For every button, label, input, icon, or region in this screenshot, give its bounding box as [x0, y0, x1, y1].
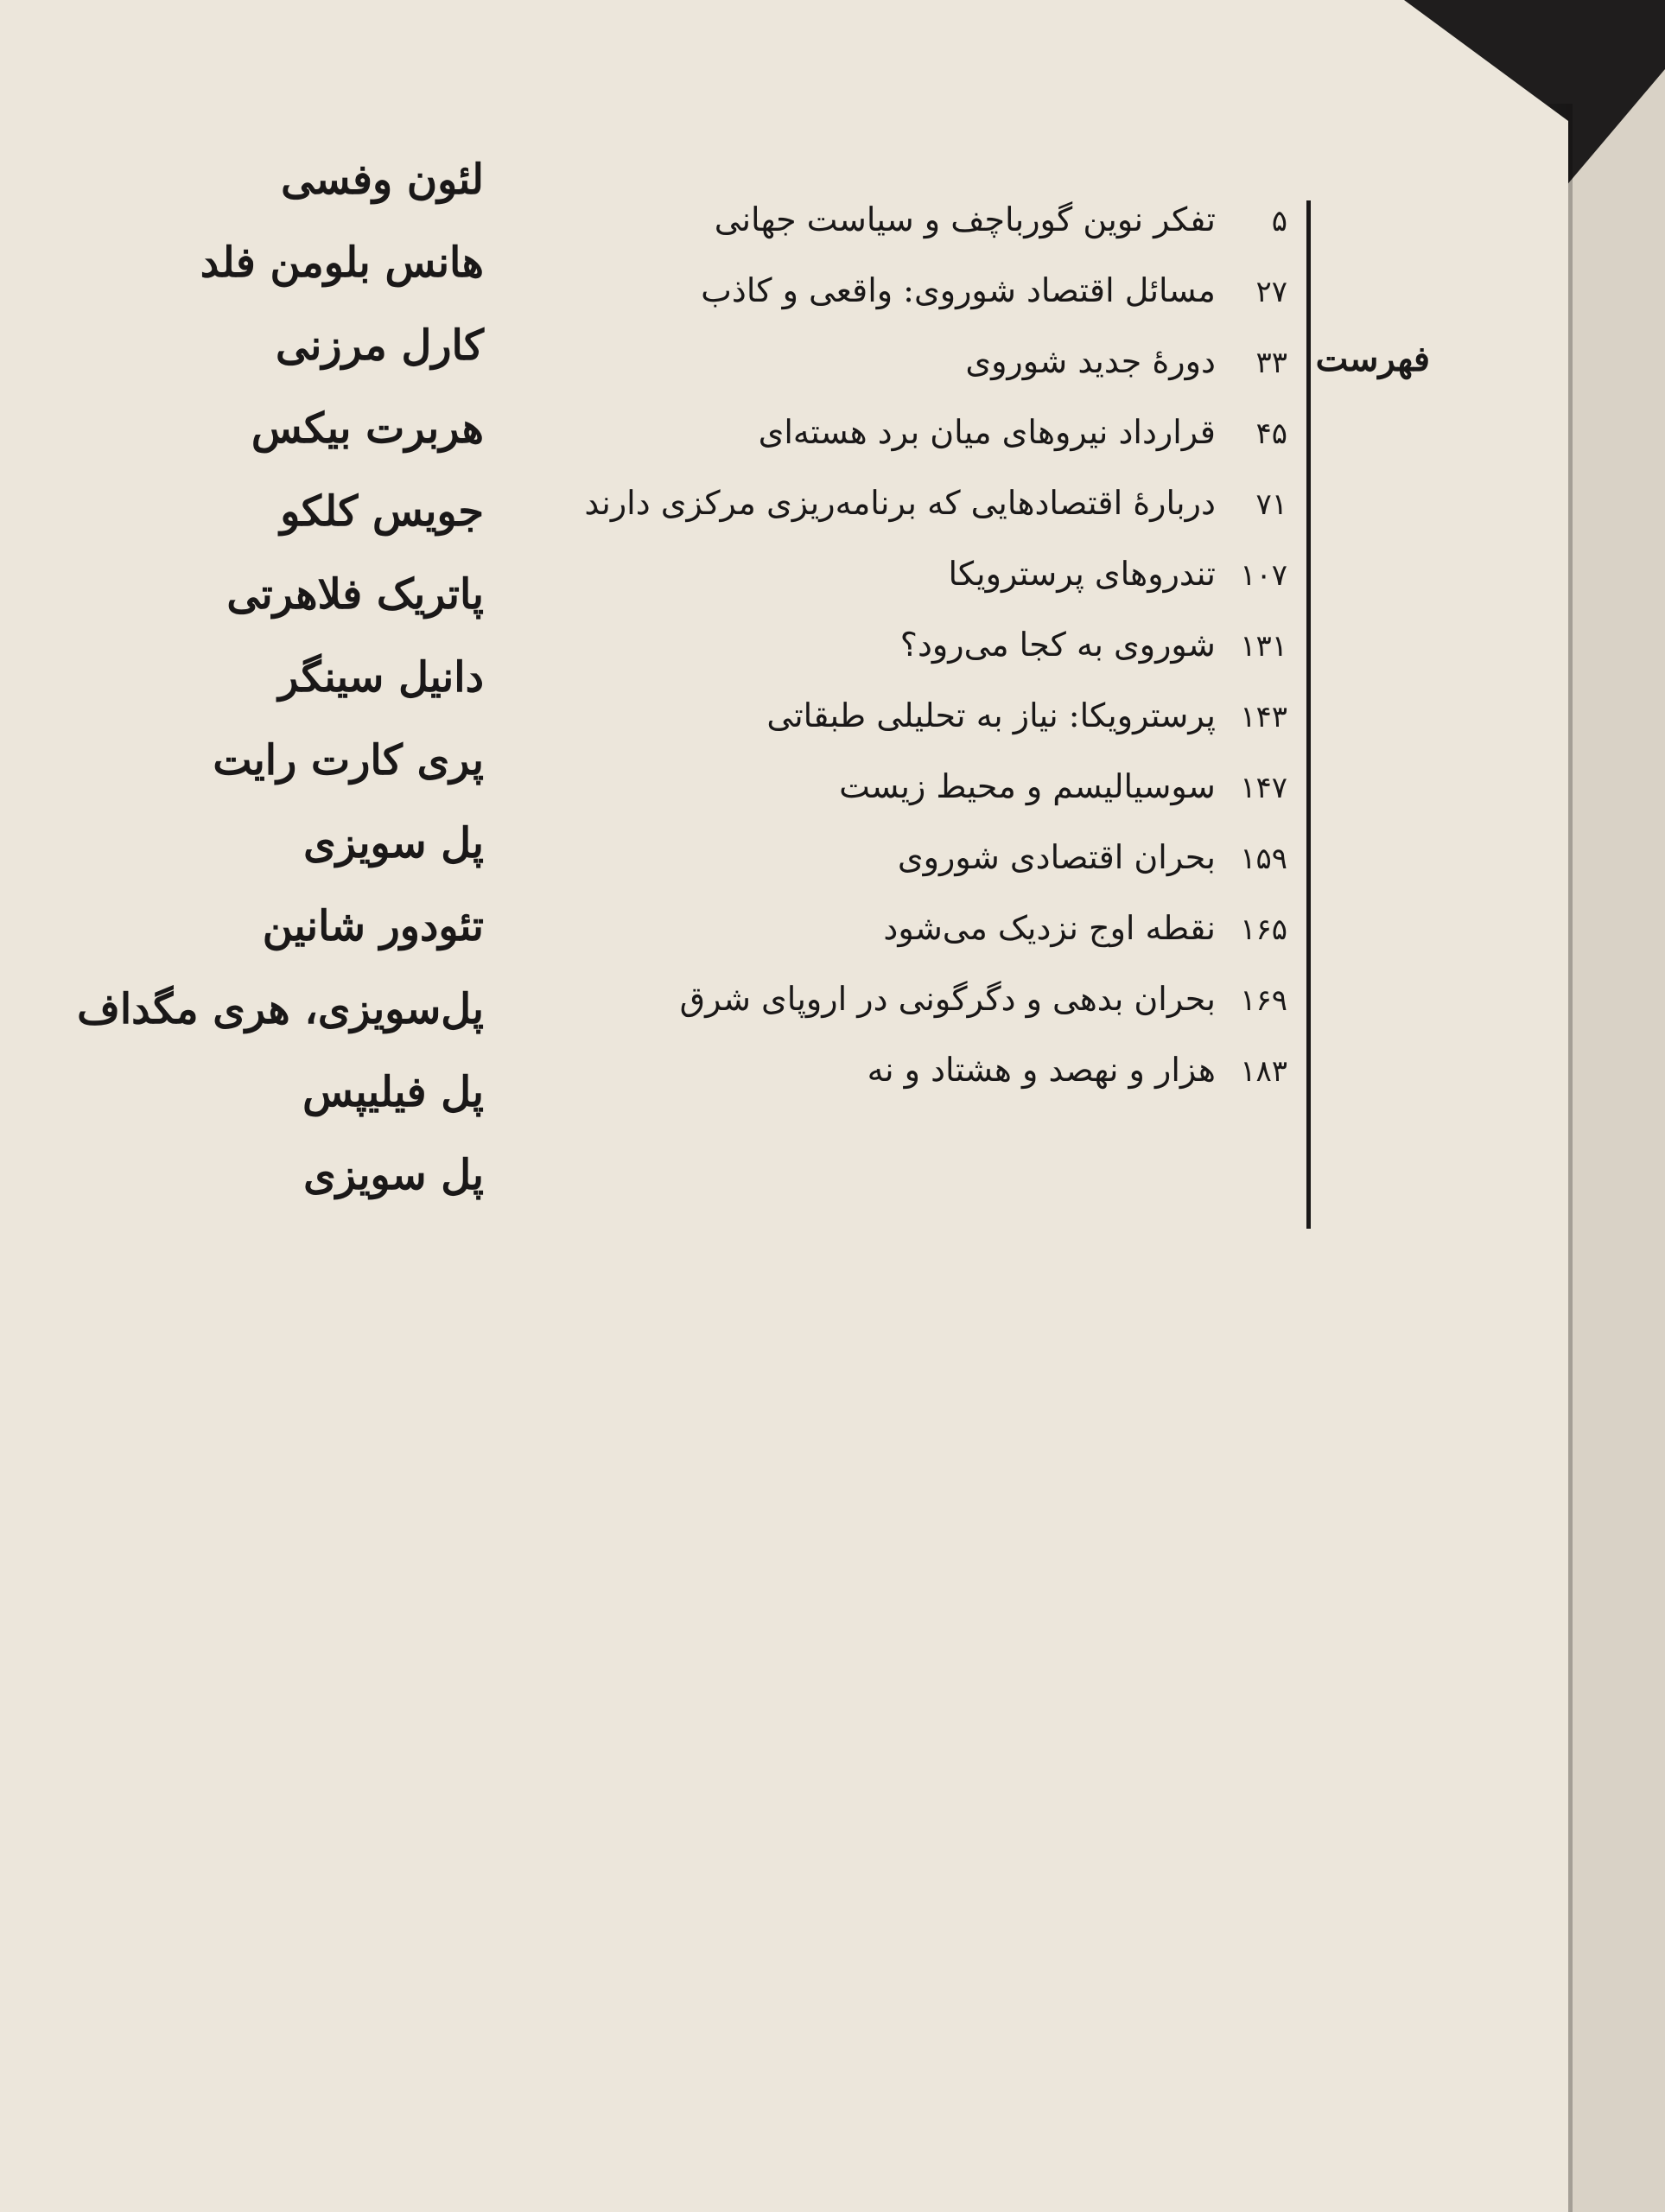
page-number: ۱۸۳ [1240, 1054, 1287, 1089]
entry-title: تفکر نوین گورباچف و سیاست جهانی [714, 200, 1216, 238]
author-name: پل سویزی [303, 1151, 484, 1199]
entry-title: قرارداد نیروهای میان برد هسته‌ای [758, 413, 1216, 451]
author-name: پری کارت رایت [213, 736, 484, 785]
page-number: ۴۵ [1255, 416, 1287, 451]
entry-title: هزار و نهصد و هشتاد و نه [867, 1051, 1216, 1089]
author-name: پل‌سویزی، هری مگداف [77, 985, 484, 1033]
toc-entry [544, 626, 1287, 696]
vertical-rule [1306, 200, 1311, 1229]
page-number: ۱۵۹ [1240, 842, 1287, 876]
toc-entry [544, 909, 1287, 980]
page-number: ۱۶۹ [1240, 983, 1287, 1018]
toc-entry [544, 838, 1287, 909]
author-name: پاتریک فلاهرتی [226, 570, 484, 619]
toc-entry [544, 980, 1287, 1051]
entry-title: دورهٔ جدید شوروی [965, 342, 1216, 380]
entry-title: تندروهای پرسترویکا [948, 555, 1216, 593]
page-number: ۱۴۷ [1240, 771, 1287, 805]
page-number: ۱۳۱ [1240, 629, 1287, 664]
entry-title: دربارهٔ اقتصادهایی که برنامه‌ریزی مرکزی دارند [584, 484, 1216, 522]
toc-entry [544, 555, 1287, 626]
entry-title: پرسترویکا: نیاز به تحلیلی طبقاتی [766, 696, 1216, 734]
author-name: لئون وفسی [281, 156, 484, 204]
toc-entry [544, 200, 1287, 271]
entry-title: نقطه اوج نزدیک می‌شود [883, 909, 1216, 947]
page-number: ۳۳ [1255, 346, 1287, 380]
page-number: ۲۷ [1255, 275, 1287, 309]
entry-title: بحران اقتصادی شوروی [897, 838, 1216, 876]
author-name: پل سویزی [303, 819, 484, 868]
toc-entry [544, 342, 1287, 413]
author-name: جویس کلکو [280, 487, 484, 536]
author-name: دانیل سینگر [278, 653, 484, 702]
page-number: ۷۱ [1255, 487, 1287, 522]
toc-entry [544, 1051, 1287, 1122]
toc-entry [544, 484, 1287, 555]
toc-entry [544, 413, 1287, 484]
toc-entry [544, 271, 1287, 342]
author-name: هربرت بیکس [251, 404, 484, 453]
toc-entry [544, 767, 1287, 838]
entry-title: بحران بدهی و دگرگونی در اروپای شرق [679, 980, 1216, 1018]
entry-title: شوروی به کجا می‌رود؟ [899, 626, 1216, 664]
toc-entry [544, 696, 1287, 767]
author-name: کارل مرزنی [276, 321, 484, 370]
author-name: پل فیلیپس [302, 1068, 484, 1116]
author-list [0, 156, 484, 1313]
toc-heading: فهرست [1315, 339, 1430, 379]
page-number: ۱۶۵ [1240, 912, 1287, 947]
page-number: ۱۰۷ [1240, 558, 1287, 593]
entry-title: مسائل اقتصاد شوروی: واقعی و کاذب [701, 271, 1216, 309]
entry-title: سوسیالیسم و محیط زیست [839, 767, 1216, 805]
page-number: ۱۴۳ [1240, 700, 1287, 734]
author-name: تئودور شانین [262, 902, 484, 950]
toc-list [544, 200, 1287, 1263]
author-name: هانس بلومن فلد [200, 238, 484, 287]
page-number: ۵ [1271, 204, 1287, 238]
